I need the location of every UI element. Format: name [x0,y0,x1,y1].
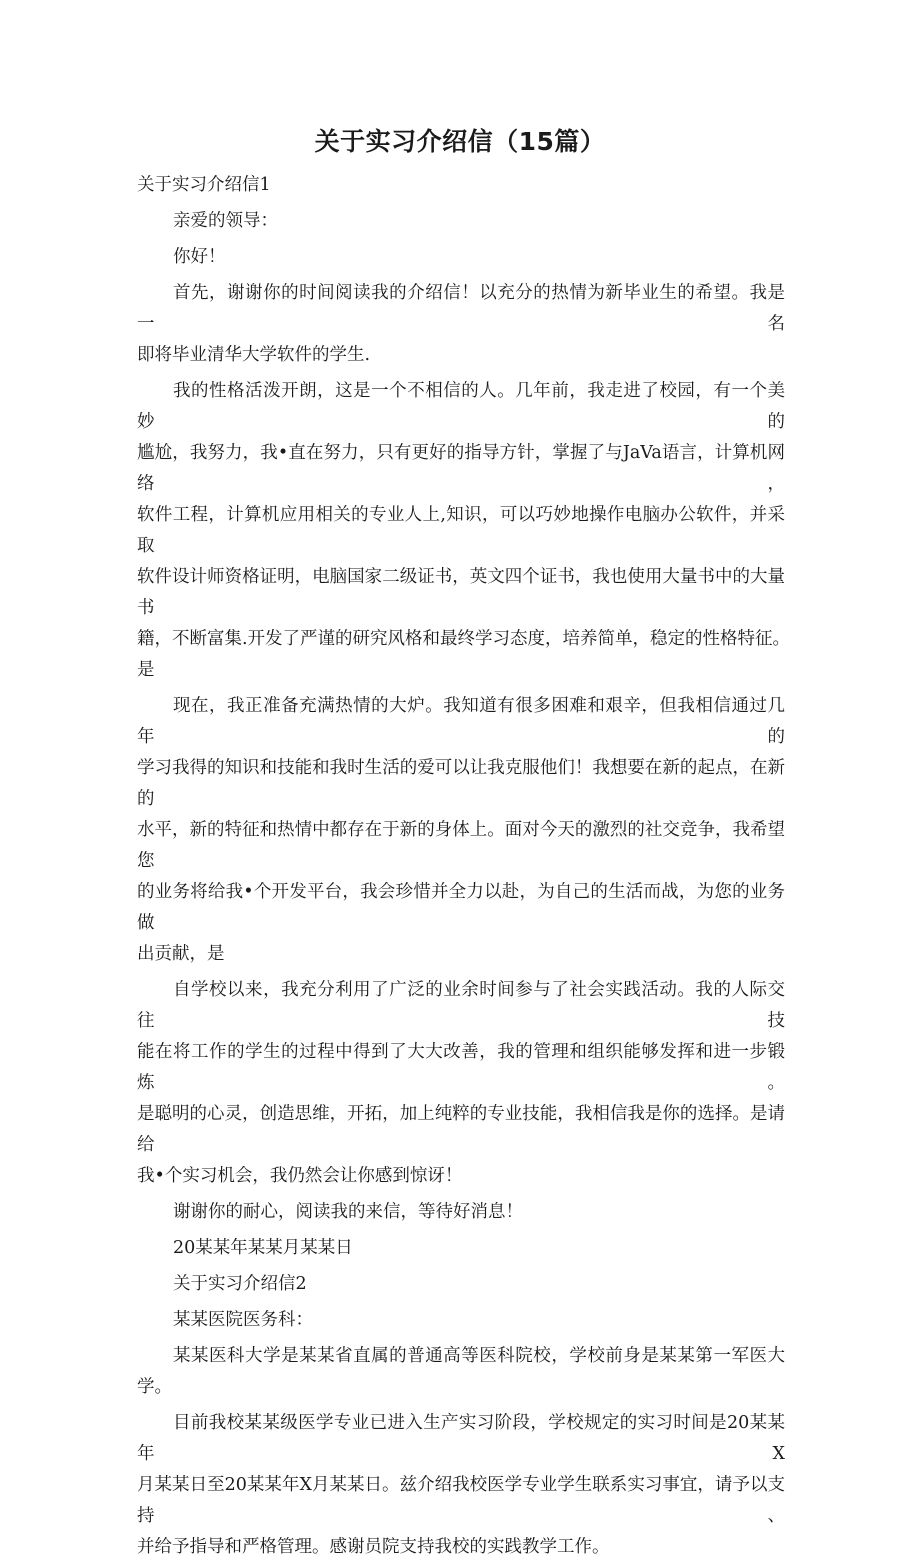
paragraph-line: 是聪明的心灵，创造思维，开拓，加上纯粹的专业技能，我相信我是你的选择。是请给 [137,1104,785,1155]
letter-paragraph-3 [137,691,785,970]
paragraph-line: 软件设计师资格证明，电脑国家二级证书，英文四个证书，我也使用大量书中的大量书 [137,567,785,618]
paragraph-line: 出贡献，是 [137,944,225,964]
paragraph-line: 自学校以来，我充分利用了广泛的业余时间参与了社会实践活动。我的人际交往技 [137,980,785,1031]
paragraph-line: 我•个实习机会，我仍然会让你感到惊讶！ [137,1166,463,1186]
letter-2-salutation: 某某医院医务科： [173,1310,313,1330]
paragraph-line: 尴尬，我努力，我•直在努力，只有更好的指导方针，掌握了与JaVa语言，计算机网络， [137,443,785,494]
letter-greeting: 你好！ [173,247,226,267]
section-heading-2: 关于实习介绍信2 [173,1274,307,1294]
paragraph-line: 即将毕业清华大学软件的学生. [137,345,371,365]
document-title: 关于实习介绍信（15篇） [314,127,606,156]
paragraph-line: 水平，新的特征和热情中都存在于新的身体上。面对今天的激烈的社交竞争，我希望您 [137,820,785,871]
paragraph-line: 软件工程，计算机应用相关的专业人上,知识，可以巧妙地操作电脑办公软件，并采取 [137,505,785,556]
paragraph-line: 并给予指导和严格管理。感谢员院支持我校的实践教学工作。 [137,1537,610,1557]
letter-paragraph-1 [137,278,785,371]
letter-2-paragraph-2 [137,1408,785,1563]
letter-closing: 谢谢你的耐心，阅读我的来信，等待好消息！ [173,1202,523,1222]
section-heading-1: 关于实习介绍信1 [137,175,271,195]
paragraph-line: 现在，我正准备充满热情的大炉。我知道有很多困难和艰辛，但我相信通过几年的 [137,696,785,747]
paragraph-line: 的业务将给我•个开发平台，我会珍惜并全力以赴，为自己的生活而战，为您的业务做 [137,882,785,933]
paragraph-line: 目前我校某某级医学专业已进入生产实习阶段，学校规定的实习时间是20某某年X [137,1413,785,1464]
letter-date: 20某某年某某月某某日 [173,1238,353,1258]
document-body [137,170,791,1568]
paragraph-line: 月某某日至20某某年X月某某日。兹介绍我校医学专业学生联系实习事宜，请予以支持、 [137,1475,785,1526]
letter-salutation: 亲爱的领导： [173,211,278,231]
letter-paragraph-4 [137,975,785,1192]
letter-2-paragraph-1: 某某医科大学是某某省直属的普通高等医科院校，学校前身是某某第一军医大学。 [137,1346,785,1397]
paragraph-line: 能在将工作的学生的过程中得到了大大改善，我的管理和组织能够发挥和进一步锻炼。 [137,1042,785,1093]
paragraph-line: 首先，谢谢你的时间阅读我的介绍信！以充分的热情为新毕业生的希望。我是一名 [137,283,785,334]
letter-paragraph-2 [137,376,791,686]
paragraph-line: 籍，不断富集.开发了严谨的研究风格和最终学习态度，培养简单，稳定的性格特征。 [137,629,791,649]
paragraph-line: 是 [137,660,155,680]
paragraph-line: 学习我得的知识和技能和我时生活的爱可以让我克服他们！我想要在新的起点，在新的 [137,758,785,809]
paragraph-line: 我的性格活泼开朗，这是一个不相信的人。几年前，我走进了校园，有一个美妙的 [137,381,785,432]
